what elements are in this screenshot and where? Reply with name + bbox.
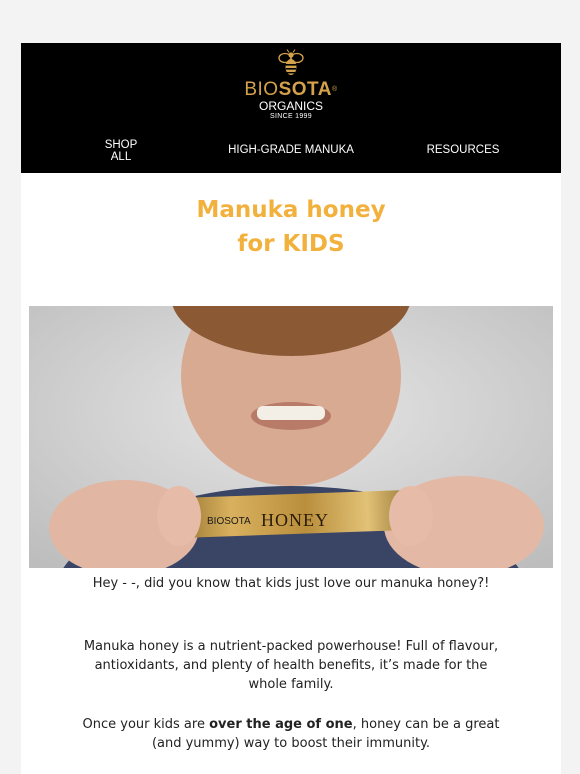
- brand-bio: BIO: [244, 79, 279, 100]
- intro-paragraph: Hey - -, did you know that kids just love our manuka honey?!: [92, 576, 490, 591]
- benefits-paragraph: Manuka honey is a nutrient-packed powerhouse! Full of flavour, antioxidants, and plenty of health benefits, it’s made for the whole family.: [83, 639, 499, 692]
- immunity-text-start: Once your kids are: [82, 717, 210, 732]
- nav-shop-all[interactable]: SHOP ALL: [104, 139, 138, 163]
- headline-line-2: for KIDS: [237, 231, 345, 257]
- headline-line-1: Manuka honey: [196, 197, 386, 223]
- nav-high-grade-manuka[interactable]: HIGH-GRADE MANUKA: [228, 144, 354, 156]
- immunity-paragraph: [81, 715, 501, 753]
- immunity-text-end: , honey can be a great (and yummy) way to boost their immunity.: [151, 717, 500, 751]
- stick-brand-text: BIOSOTA: [207, 516, 251, 527]
- nav-bar: [21, 137, 561, 165]
- brand-wordmark: [21, 80, 561, 100]
- email-container: [21, 43, 561, 774]
- registered-mark: ®: [331, 86, 338, 93]
- hero-photo: [29, 306, 553, 568]
- brand-tagline: ORGANICS: [258, 99, 323, 113]
- immunity-text-bold: over the age of one: [209, 717, 353, 732]
- bee-icon: [278, 49, 304, 79]
- hero-image[interactable]: [29, 306, 553, 568]
- brand-sota: SOTA: [278, 79, 332, 100]
- header: [21, 43, 561, 173]
- headline: [21, 193, 561, 261]
- nav-resources[interactable]: RESOURCES: [426, 144, 500, 156]
- stick-honey-text: HONEY: [261, 510, 329, 530]
- brand-logo[interactable]: [21, 49, 561, 122]
- brand-since: SINCE 1999: [270, 113, 312, 120]
